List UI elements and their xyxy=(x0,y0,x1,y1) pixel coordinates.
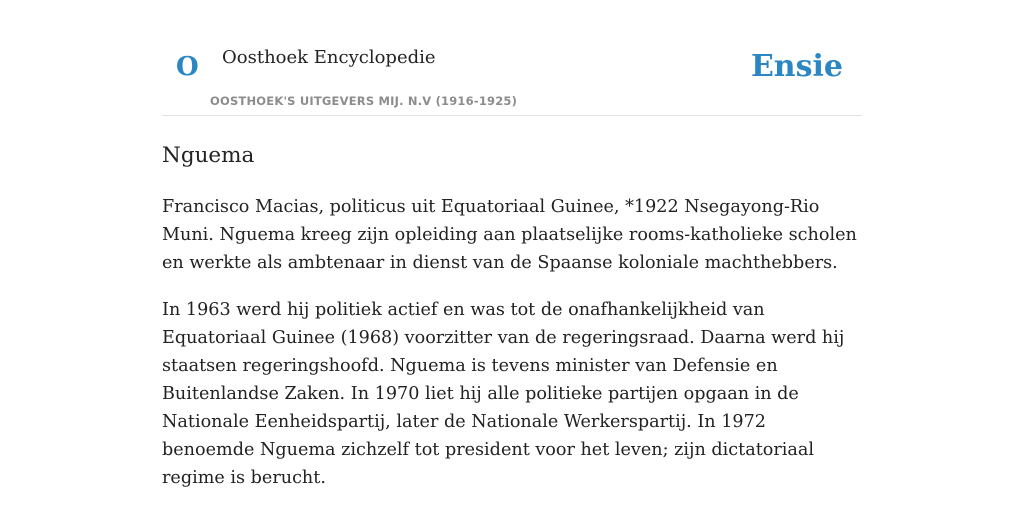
ensie-brand-link[interactable]: Ensie xyxy=(750,49,843,84)
publication-logo: O xyxy=(176,52,199,82)
publication-header xyxy=(162,38,862,116)
article-title: Nguema xyxy=(162,143,255,168)
publication-title: Oosthoek Encyclopedie xyxy=(222,47,436,68)
article-body xyxy=(162,193,862,492)
publication-subtitle: OOSTHOEK'S UITGEVERS MIJ. N.V (1916-1925) xyxy=(210,94,518,108)
article-paragraph: In 1963 werd hij politiek actief en was tot de onafhankelijkheid van Equatoriaal Guinee (1968) voorzitter van de regeringsraad. Daarna werd hij staatsen regeringshoofd. Nguema is tevens minister van Defensie en Buitenlandse Zaken. In 1970 liet hij alle politieke partijen opgaan in de Nationale Eenheidspartij, later de Nationale Werkerspartij. In 1972 benoemde Nguema zichzelf tot president voor het leven; zijn dictatoriaal regime is berucht. xyxy=(162,300,845,488)
article-paragraph: Francisco Macias, politicus uit Equatoriaal Guinee, *1922 Nsegayong-Rio Muni. Nguema kreeg zijn opleiding aan plaatselijke rooms-katholieke scholen en werkte als ambtenaar in dienst van de Spaanse koloniale machthebbers. xyxy=(162,197,857,273)
article-card xyxy=(162,38,862,492)
